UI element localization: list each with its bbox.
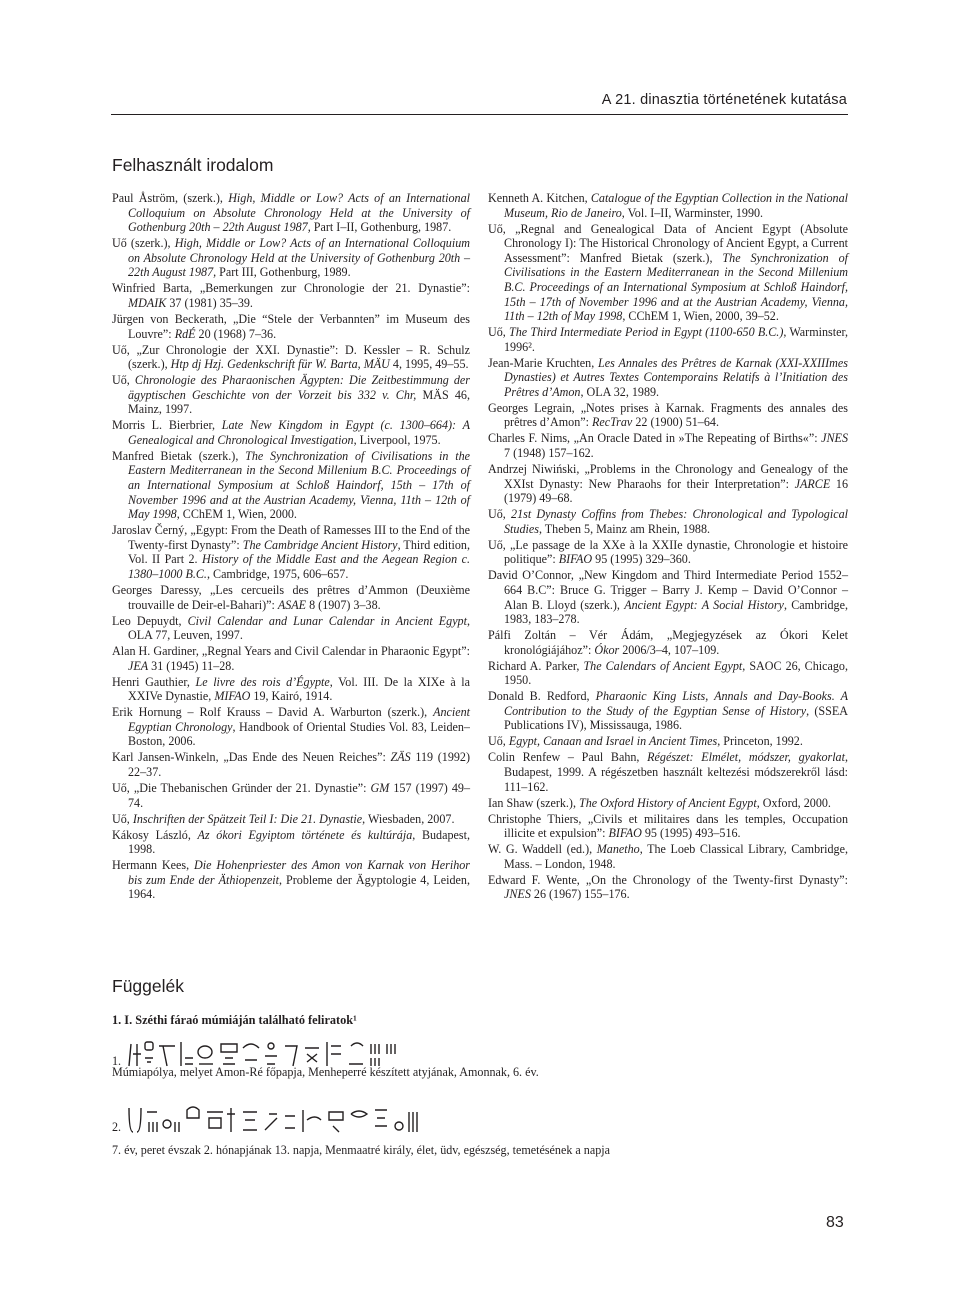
entry-text: Uő, [488,325,510,340]
entry-title: 21st Dynasty Coffins from Thebes: Chronological and Typological Studies [504,507,848,536]
bibliography-entry [488,431,848,460]
entry-title: High, Middle or Low? Acts of an International Colloquium on Absolute Chronology Held at the University of Gothenburg 20th – 22th August 1987, [128,191,470,235]
entry-title: Civil Calendar and Lunar Calendar in Ancient Egypt [187,613,467,628]
entry-text: 31 (1945) 11–28. [148,658,235,673]
inscription-1-translation: Múmiapólya, melyet Amon-Ré főpapja, Menheperré készített atyjának, Amonnak, 6. év. [112,1065,539,1079]
entry-text: MÄS 46, Mainz, 1997. [128,387,470,417]
entry-text: Uő, „Le passage de la XXe à la XXIIe dynastie, Chronologie et histoire politique”: [488,537,848,567]
entry-text: , Theben 5, Mainz am Rhein, 1988. [538,521,711,536]
entry-text: Pálfi Zoltán – Vér Ádám, „Megjegyzések az Ókori Kelet kronológiájához”: [488,628,848,657]
hieroglyph-inscription-2-icon [127,1104,423,1134]
bibliography-entry [488,191,848,220]
entry-text: Uő (szerk.), [112,236,175,251]
entry-text: Alan H. Gardiner, „Regnal Years and Civil Calendar in Pharaonic Egypt”: [112,644,470,659]
bibliography-entry [112,614,470,643]
bibliography-entry [488,873,848,902]
page-number: 83 [826,1214,844,1231]
bibliography-entry [112,191,470,235]
entry-title: JARCE [794,476,831,491]
entry-title: JNES [821,431,848,446]
inscription-1 [112,1034,399,1068]
entry-title: RdÉ [174,326,196,341]
entry-text: 157 (1997) 49–74. [128,781,471,810]
entry-text: Ian Shaw (szerk.), [488,795,580,810]
bibliography-entry [488,659,848,688]
entry-text: Georges Daressy, „Les cercueils des prêtres d’Ammon (Deuxième trouvaille de Deir-el-Bahari)”: [112,582,470,612]
entry-title: ASAE [277,597,307,612]
bibliography-right-column [488,191,848,903]
bibliography-entry [112,449,470,522]
entry-text: , Vol. I–II, Warminster, 1990. [621,205,764,220]
entry-text: Henri Gauthier, [112,674,196,689]
entry-text: Hermann Kees, [112,858,195,873]
bibliography-entry [488,689,848,733]
entry-title: Catalogue of the Egyptian Collection in the National Museum, Rio de Janeiro [504,191,849,220]
bibliography-entry [112,343,470,372]
entry-title: Late New Kingdom in Egypt (c. 1300–664): A Genealogical and Chronological Investigation [128,418,471,447]
bibliography-entry [112,812,470,827]
bibliography-entry [488,842,848,871]
entry-text: Georges Legrain, „Notes prises à Karnak. Fragments des annales des prêtres d’Amon”: [488,400,848,430]
entry-title: The Third Intermediate Period in Egypt (1100-650 B.C.) [509,325,784,340]
running-head: A 21. dinasztia történetének kutatása [601,92,847,108]
entry-text: Uő, „Die Thebanischen Gründer der 21. Dynastie”: [112,781,371,796]
entry-title: Pharaonic King Lists, Annals and Day-Books. A Contribution to the Study of the Egyptian Sense of History [504,689,848,718]
entry-text: 26 (1967) 155–176. [530,887,630,902]
entry-title: Manetho [596,842,640,857]
entry-text: 119 (1992) 22–37. [128,750,471,780]
entry-text: Uő, [488,507,512,522]
entry-title: RecTrav [592,415,633,430]
entry-title: Az ókori Egyiptom története és kultúrája [197,827,413,842]
entry-text: Kenneth A. Kitchen, [488,191,591,205]
bibliography-entry [488,628,848,657]
entry-text: , Princeton, 1992. [717,734,803,749]
bibliography-entry [488,325,848,354]
entry-text: Kákosy László, [112,827,198,842]
entry-title: The Synchronization of Civilisations in the Eastern Mediterranean in the Second Millenium B.C. Proceedings of an International Symposium at Schloß Haindorf, 15th – 17th of November 1996 and at the Austrian Academy, Vienna, 11th – 12th of May 1998 [128,448,470,522]
bibliography-entry [112,281,470,310]
entry-text: Uő, [488,734,509,749]
bibliography-entry [488,356,848,400]
entry-title: BIFAO [558,552,593,567]
bibliography-entry [488,734,848,749]
bibliography-entry [112,418,470,447]
bibliography-entry [488,568,848,626]
bibliography-entry [112,858,470,902]
appendix-heading: Függelék [112,976,184,996]
entry-text: Edward F. Wente, „On the Chronology of the Twenty-first Dynasty”: [488,872,848,887]
entry-text: Part I–II, Gothenburg, 1987. [310,220,452,235]
entry-text: Richard A. Parker, [488,658,584,673]
entry-text: 7 (1948) 157–162. [504,446,594,461]
entry-title: Le livre des rois d’Égypte [195,674,330,689]
entry-text: , Oxford, 2000. [756,795,831,810]
entry-text: David O’Connor, „New Kingdom and Third Intermediate Period 1552–664 B.C”: Bruce G. Trigger – Barry J. Kemp – David O’Connor – Alan B. Lloyd (szerk.), [488,568,848,612]
bibliography-entry [112,750,470,779]
entry-text: 20 (1968) 7–36. [195,326,277,341]
inscription-2 [112,1100,423,1134]
bibliography-entry [488,222,848,324]
header-rule [111,114,848,115]
entry-text: 8 (1907) 3–38. [306,597,381,612]
entry-title: Htp dj Hzj. Gedenkschrift für W. Barta, MÄU [170,357,390,372]
entry-title: ZÄS [390,750,411,765]
entry-text: 2006/3–4, 107–109. [619,642,720,657]
entry-text: , Cambridge, 1975, 606–657. [206,566,349,581]
entry-text: , Probleme der Ägyptologie 4, Leiden, 1964. [128,872,470,902]
entry-title: JNES [504,887,531,902]
entry-text: Christophe Thiers, „Civils et militaires dans les temples, Occupation illicite et expulsion”: [488,811,848,841]
bibliography-entry [112,312,470,341]
entry-text: Winfried Barta, „Bemerkungen zur Chronologie der 21. Dynastie”: [112,281,470,296]
entry-text: Manfred Bietak (szerk.), [112,448,246,463]
entry-title: Inschriften der Spätzeit Teil I: Die 21. Dynastie [132,811,363,826]
entry-text: Charles F. Nims, „An Oracle Dated in »The Repeating of Births«”: [488,431,822,446]
entry-title: Ancient Egyptian Chronology [128,705,470,734]
bibliography-entry [112,781,470,810]
entry-title: BIFAO [608,826,642,841]
entry-text: 95 (1995) 493–516. [641,826,741,841]
entry-text: 4, 1995, 49–55. [389,357,469,372]
bibliography-entry [112,828,470,857]
bibliography-entry [488,538,848,567]
inscription-2-translation: 7. év, peret évszak 2. hónapjának 13. napja, Menmaatré király, élet, üdv, egészség, temetésének a napja [112,1143,610,1157]
entry-title: The Cambridge Ancient History [242,537,398,552]
bibliography-entry [488,750,848,794]
hieroglyph-inscription-1-icon [127,1038,399,1068]
bibliography-entry [112,705,470,749]
bibliography-entry [488,507,848,536]
bibliography-entry [112,523,470,581]
entry-text: 16 (1979) 49–68. [504,476,848,506]
entry-title: MDAIK [128,295,167,310]
entry-text: , OLA 32, 1989. [580,384,660,399]
entry-text: Colin Renfew – Paul Bahn, [488,750,648,765]
bibliography-entry [488,462,848,506]
entry-text: , Warminster, 1996². [504,325,849,354]
entry-text: Uő, [112,373,135,388]
entry-text: , The Loeb Classical Library, Cambridge, Mass. – London, 1948. [504,842,848,871]
bibliography-heading: Felhasznált irodalom [112,155,274,175]
entry-text: , Vol. III. De la XIXe à la XXIVe Dynastie, [128,674,471,704]
entry-title: Egypt, Canaan and Israel in Ancient Times [508,734,718,749]
entry-text: , Cambridge, 1983, 183–278. [504,597,848,627]
bibliography-entry [488,401,848,430]
bibliography-entry [112,644,470,673]
entry-text: , CChEM 1, Wien, 2000. [176,507,297,522]
entry-text: Uő, „Regnal and Genealogical Data of Ancient Egypt (Absolute Chronology I): The Historical Chronology of Ancient Egypt, a Current Assessment”: Manfred Bietak (szerk.), [488,221,848,265]
entry-text: , CChEM 1, Wien, 2000, 39–52. [622,309,779,324]
entry-title: Chronologie des Pharaonischen Ägypten: Die Zeitbestimmung der ägyptischen Geschichte von der Vorzeit bis 332 v. Chr, [128,373,470,402]
entry-text: , OLA 77, Leuven, 1997. [128,613,470,643]
entry-text: Erik Hornung – Rolf Krauss – David A. Warburton (szerk.), [112,705,434,720]
bibliography-entry [112,675,470,704]
entry-text: Karl Jansen-Winkeln, „Das Ende des Neuen Reiches”: [112,750,391,765]
entry-title: The Calendars of Ancient Egypt [583,658,743,673]
entry-text: Part III, Gothenburg, 1989. [216,265,351,280]
entry-text: 37 (1981) 35–39. [166,295,253,310]
bibliography-entry [112,373,470,417]
entry-title: JEA [128,658,149,673]
entry-text: Andrzej Niwiński, „Problems in the Chronology and Genealogy of the XXIst Dynasty: New Pharaohs for their Interpretation”: [488,462,848,491]
entry-title: History of the Middle East and the Aegean Region c. 1380–1000 B.C. [128,552,470,581]
entry-title: GM [370,781,390,796]
entry-text: Jaroslav Černý, „Egypt: From the Death of Ramesses III to the End of the Twenty-first Dynasty”: [112,523,470,552]
entry-text: , Handbook of Oriental Studies Vol. 83, Leiden–Boston, 2006. [128,719,470,749]
entry-text: 22 (1900) 51–64. [632,415,719,430]
entry-text: Uő, „Zur Chronologie der XXI. Dynastie”: D. Kessler – R. Schulz (szerk.), [112,342,470,372]
entry-title: Ancient Egypt: A Social History [624,597,784,612]
entry-text: Morris L. Bierbrier, [112,418,222,433]
entry-text: , SAOC 26, Chicago, 1950. [504,658,848,688]
appendix-subheading: 1. I. Széthi fáraó múmiáján található feliratok¹ [112,1013,357,1027]
entry-text: Jürgen von Beckerath, „Die “Stele der Verbannten” im Museum des Louvre”: [112,311,470,341]
bibliography-entry [112,583,470,612]
entry-text: 95 (1995) 329–360. [592,552,691,567]
entry-title: Régészet: Elmélet, módszer, gyakorlat [647,750,845,765]
entry-text: W. G. Waddell (ed.), [488,842,597,857]
entry-title: Les Annales des Prêtres de Karnak (XXI-XXIIImes Dynasties) et Autres Textes Contemporains Relatifs à l’Initiation des Prêtres d’Amon [504,355,848,399]
entry-title: Ókor [594,642,620,657]
entry-text: Leo Depuydt, [112,613,188,628]
entry-text: Uő, [112,811,133,826]
entry-title: Die Hohenpriester des Amon von Karnak von Herihor bis zum Ende der Äthiopenzeit [128,858,470,887]
inscription-number: 2. [112,1120,122,1134]
entry-text: 19, Kairó, 1914. [250,689,333,704]
entry-title: MIFAO [214,689,251,704]
bibliography-left-column [112,191,470,903]
entry-text: , Budapest, 1999. A régészetben használt keltezési módszerekről lásd: 111–162. [504,750,848,794]
entry-text: Paul Åström, (szerk.), [112,191,229,205]
inscription-number: 1. [112,1054,122,1068]
bibliography-entry [112,236,470,280]
entry-text: , Wiesbaden, 2007. [362,811,455,826]
entry-text: , Liverpool, 1975. [353,432,441,447]
entry-title: The Synchronization of Civilisations in the Eastern Mediterranean in the Second Millenium B.C. Proceedings of an International Symposium at Schloß Haindorf, 15th – 17th of November 1996 and at the Austrian Academy, Vienna, 11th – 12th of May 1998 [504,250,848,324]
bibliography-entry [488,796,848,811]
entry-text: , Third edition, Vol. II Part 2. [128,537,470,567]
entry-title: The Oxford History of Ancient Egypt [579,795,757,810]
entry-text: Jean-Marie Kruchten, [488,355,599,370]
bibliography-entry [488,812,848,841]
entry-text: Donald B. Redford, [488,689,596,704]
entry-text: , (SSEA Publications IV), Mississauga, 1986. [504,703,848,733]
entry-title: High, Middle or Low? Acts of an International Colloquium on Absolute Chronology Held at the University of Gothenburg 20th – 22th August 1987, [128,236,470,280]
entry-text: , Budapest, 1998. [128,827,470,857]
